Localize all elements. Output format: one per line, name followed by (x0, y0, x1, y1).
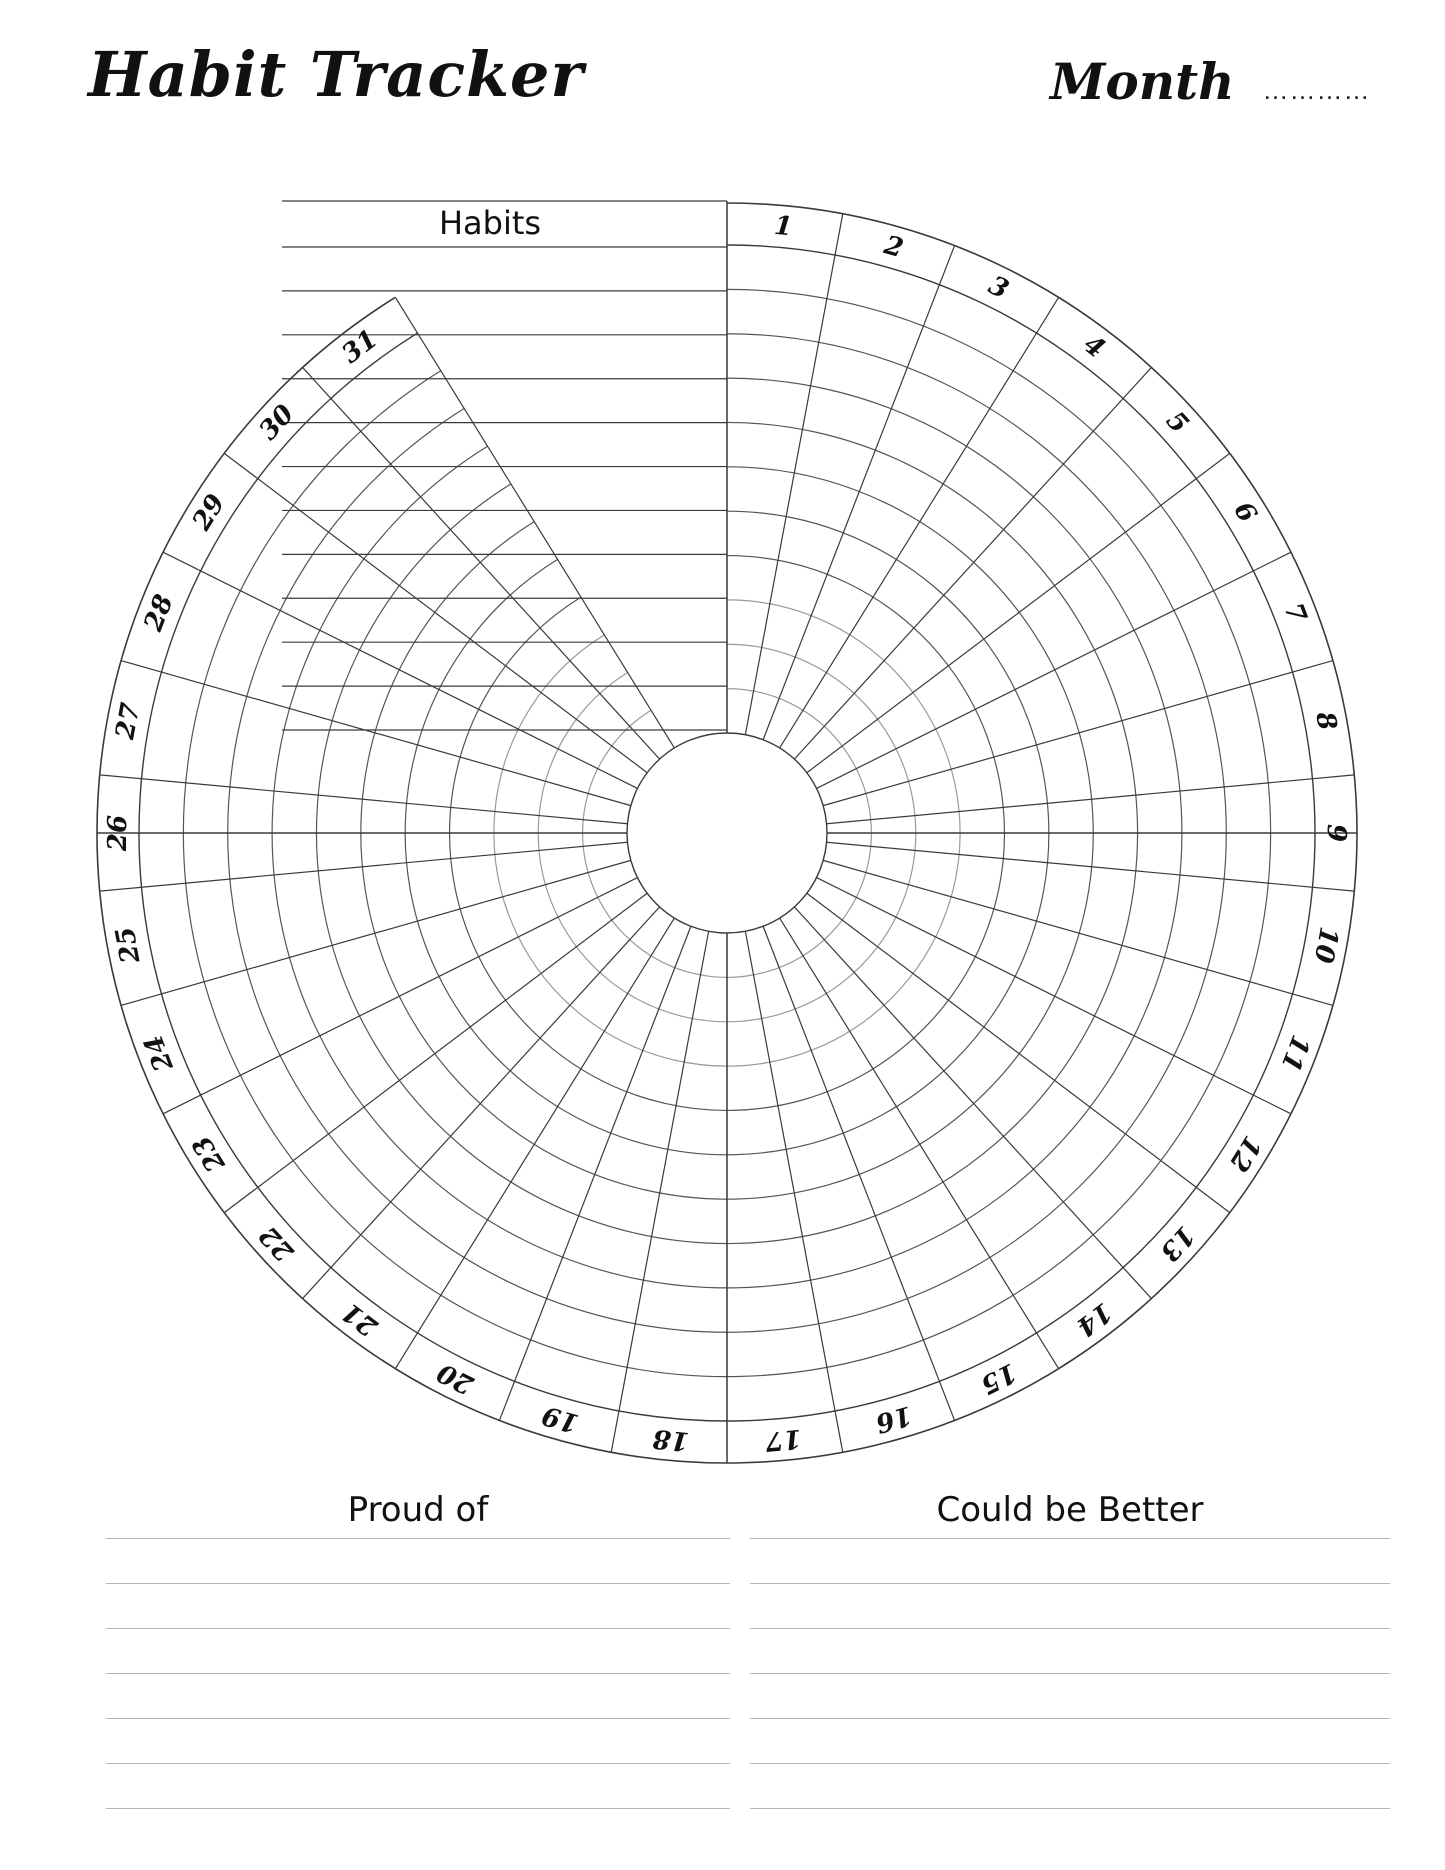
day-label: 15 (975, 1356, 1022, 1400)
day-spoke (794, 907, 1151, 1299)
day-spoke (807, 893, 1230, 1212)
day-spoke (395, 918, 674, 1369)
day-label: 18 (651, 1422, 691, 1457)
day-label: 27 (110, 700, 147, 742)
day-spoke (303, 907, 660, 1299)
proud-of-line[interactable] (106, 1718, 730, 1719)
day-label: 25 (110, 924, 147, 966)
day-label: 28 (138, 590, 180, 636)
day-label: 17 (763, 1422, 803, 1457)
proud-of-line[interactable] (106, 1628, 730, 1629)
day-label: 31 (336, 324, 384, 370)
day-spoke (780, 918, 1059, 1369)
day-label: 1 (772, 210, 794, 243)
proud-of-heading: Proud of (347, 1490, 489, 1530)
day-label: 23 (186, 1130, 232, 1177)
day-label: 14 (1070, 1296, 1118, 1342)
habits-heading: Habits (438, 204, 542, 242)
proud-of-line[interactable] (106, 1808, 730, 1809)
could-be-better-line[interactable] (750, 1628, 1390, 1629)
wheel-grid (97, 201, 1357, 1463)
habit-list (282, 201, 727, 730)
day-label: 9 (1321, 823, 1351, 843)
could-be-better-heading: Could be Better (936, 1490, 1204, 1530)
day-label: 30 (253, 399, 301, 447)
proud-of-line[interactable] (106, 1583, 730, 1584)
day-spoke (499, 926, 690, 1420)
day-spoke (303, 367, 660, 759)
day-label: 8 (1309, 709, 1343, 733)
day-label: 22 (253, 1219, 301, 1267)
day-spoke (807, 453, 1230, 772)
proud-of-line[interactable] (106, 1763, 730, 1764)
day-label: 3 (983, 270, 1014, 306)
day-spoke (794, 367, 1151, 759)
page-title: Habit Tracker (88, 38, 585, 111)
could-be-better-line[interactable] (750, 1763, 1390, 1764)
proud-of-line[interactable] (106, 1673, 730, 1674)
proud-of-line[interactable] (106, 1538, 730, 1539)
could-be-better-line[interactable] (750, 1538, 1390, 1539)
day-label: 20 (432, 1356, 479, 1400)
day-label: 12 (1222, 1130, 1268, 1177)
day-label: 5 (1159, 405, 1195, 440)
proud-of-lines (106, 1538, 730, 1853)
could-be-better-lines (750, 1538, 1390, 1853)
could-be-better-line[interactable] (750, 1718, 1390, 1719)
day-label: 13 (1153, 1219, 1201, 1267)
day-label: 19 (538, 1399, 582, 1439)
day-label: 29 (186, 489, 232, 536)
day-label: 16 (872, 1399, 916, 1439)
day-spoke (763, 926, 954, 1420)
day-spoke (224, 453, 647, 772)
day-label: 26 (103, 814, 133, 852)
day-label: 24 (138, 1030, 180, 1076)
day-label: 6 (1227, 496, 1263, 528)
day-label: 4 (1077, 329, 1111, 365)
day-label: 2 (880, 230, 907, 265)
day-label: 10 (1307, 924, 1344, 966)
day-spoke (763, 246, 954, 740)
could-be-better-line[interactable] (750, 1673, 1390, 1674)
center-hub (627, 733, 827, 933)
month-label: Month (1050, 52, 1235, 111)
month-blank[interactable]: ………… (1262, 75, 1371, 105)
day-spoke (780, 297, 1059, 748)
day-label: 21 (336, 1296, 384, 1342)
day-spoke (395, 297, 674, 748)
could-be-better-line[interactable] (750, 1583, 1390, 1584)
could-be-better-line[interactable] (750, 1808, 1390, 1809)
day-label: 11 (1274, 1030, 1316, 1076)
day-spoke (224, 893, 647, 1212)
day-label: 7 (1277, 599, 1313, 627)
